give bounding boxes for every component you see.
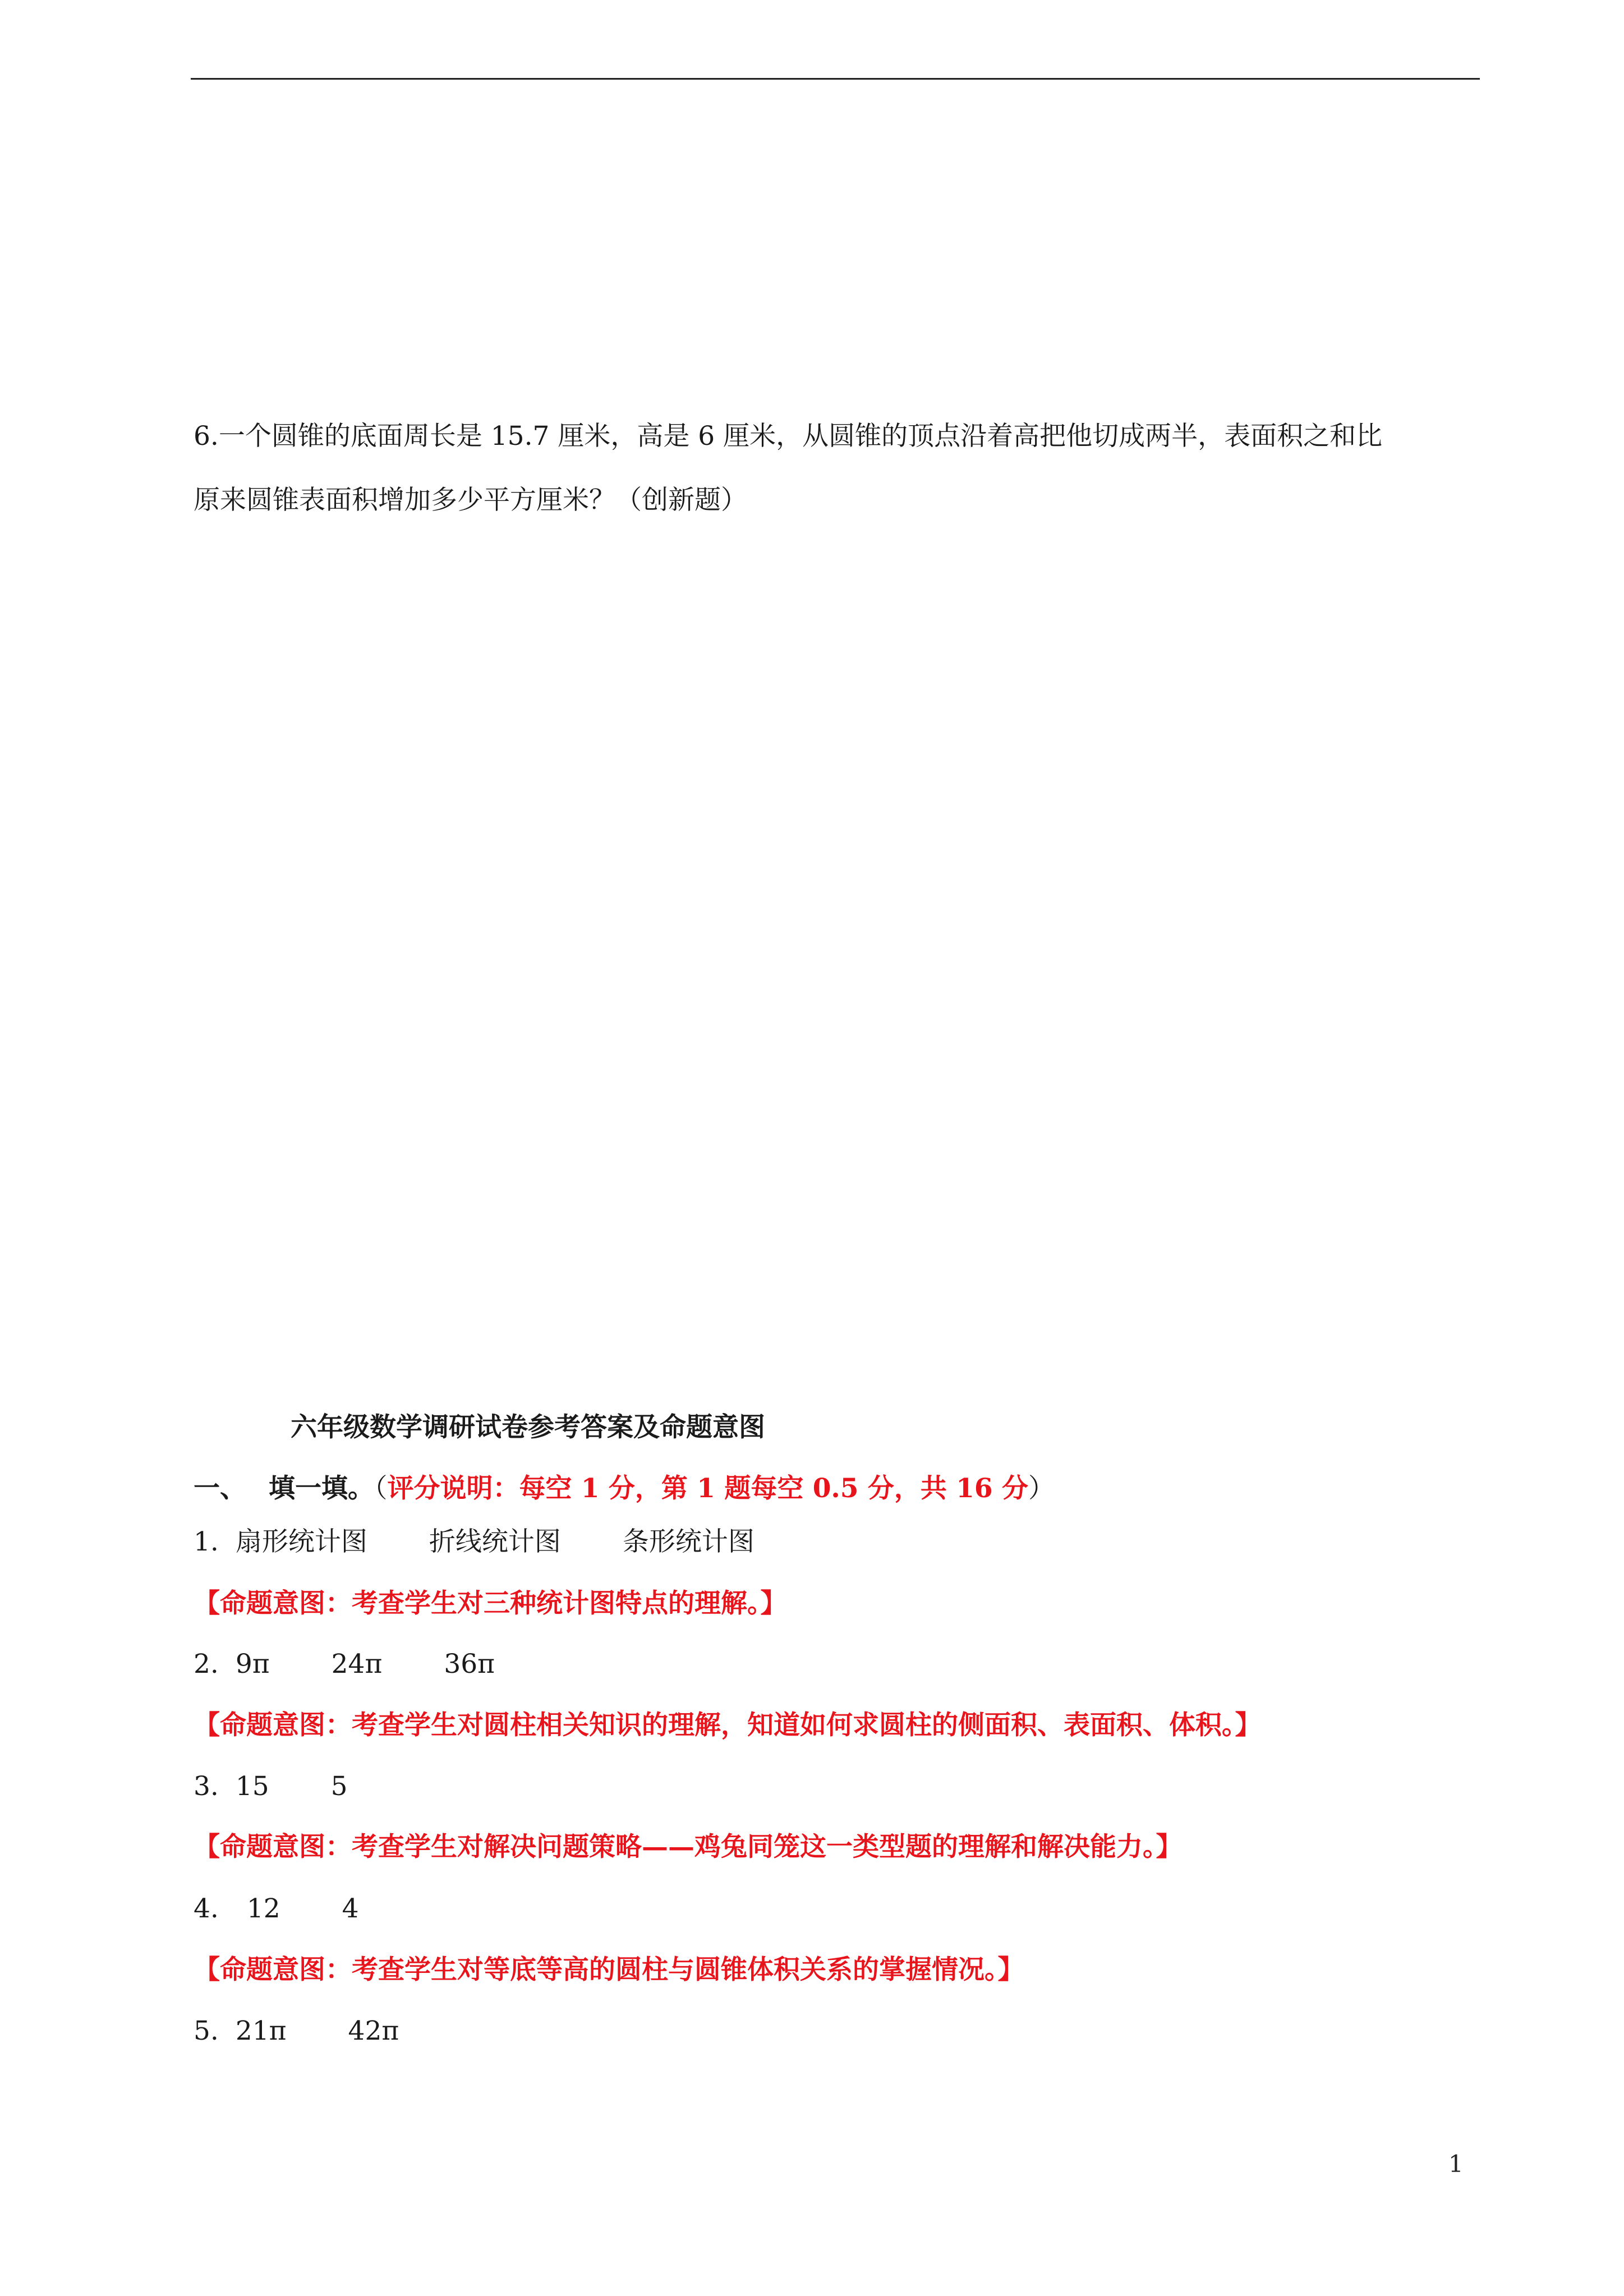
- answer-value: 15: [235, 1771, 269, 1802]
- open-paren: （: [374, 1473, 388, 1504]
- answer-value: 扇形统计图: [235, 1526, 367, 1557]
- answer-1: [194, 1525, 755, 1559]
- answer-value: 条形统计图: [622, 1526, 755, 1557]
- answer-4-intent: 【命题意图：考查学生对等底等高的圆柱与圆锥体积关系的掌握情况。】: [194, 1954, 1024, 1985]
- answer-3: [194, 1770, 348, 1803]
- answer-value: 5: [330, 1771, 348, 1802]
- answer-2-intent: 【命题意图：考查学生对圆柱相关知识的理解，知道如何求圆柱的侧面积、表面积、体积。】: [194, 1710, 1262, 1741]
- answer-3-intent: 【命题意图：考查学生对解决问题策略——鸡兔同笼这一类型题的理解和解决能力。】: [194, 1832, 1183, 1862]
- answer-value: 9π: [235, 1649, 270, 1680]
- question-6-line-2: 原来圆锥表面积增加多少平方厘米？（创新题）: [194, 485, 747, 516]
- answer-4: [194, 1892, 359, 1926]
- answer-value: 4: [342, 1893, 359, 1924]
- section-title: 填一填。: [269, 1473, 374, 1504]
- answer-1-intent: 【命题意图：考查学生对三种统计图特点的理解。】: [194, 1588, 787, 1619]
- answer-label: 2.: [194, 1649, 219, 1680]
- answer-value: 12: [246, 1893, 280, 1924]
- scoring-note: 评分说明：每空 1 分，第 1 题每空 0.5 分，共 16 分: [387, 1473, 1028, 1504]
- answer-5: [194, 2014, 399, 2048]
- answer-label: 1.: [194, 1526, 219, 1557]
- answer-2: [194, 1648, 495, 1681]
- header-rule: [191, 78, 1480, 80]
- answer-value: 36π: [444, 1649, 495, 1680]
- close-paren: ）: [1028, 1473, 1055, 1504]
- answer-value: 21π: [235, 2016, 287, 2046]
- answer-value: 42π: [348, 2016, 399, 2046]
- section-number: 一、: [194, 1473, 246, 1504]
- answer-value: 24π: [331, 1649, 383, 1680]
- answer-label: 4.: [194, 1893, 219, 1924]
- question-6-line-1: 6.一个圆锥的底面周长是 15.7 厘米，高是 6 厘米，从圆锥的顶点沿着高把他切成两半，表面积之和比: [194, 421, 1383, 452]
- answer-key-title: 六年级数学调研试卷参考答案及命题意图: [291, 1412, 765, 1443]
- page-number: 1: [1448, 2150, 1464, 2178]
- answer-value: 折线统计图: [429, 1526, 561, 1557]
- answer-label: 3.: [194, 1771, 219, 1802]
- answer-label: 5.: [194, 2016, 219, 2046]
- section-1-heading: [194, 1472, 1055, 1506]
